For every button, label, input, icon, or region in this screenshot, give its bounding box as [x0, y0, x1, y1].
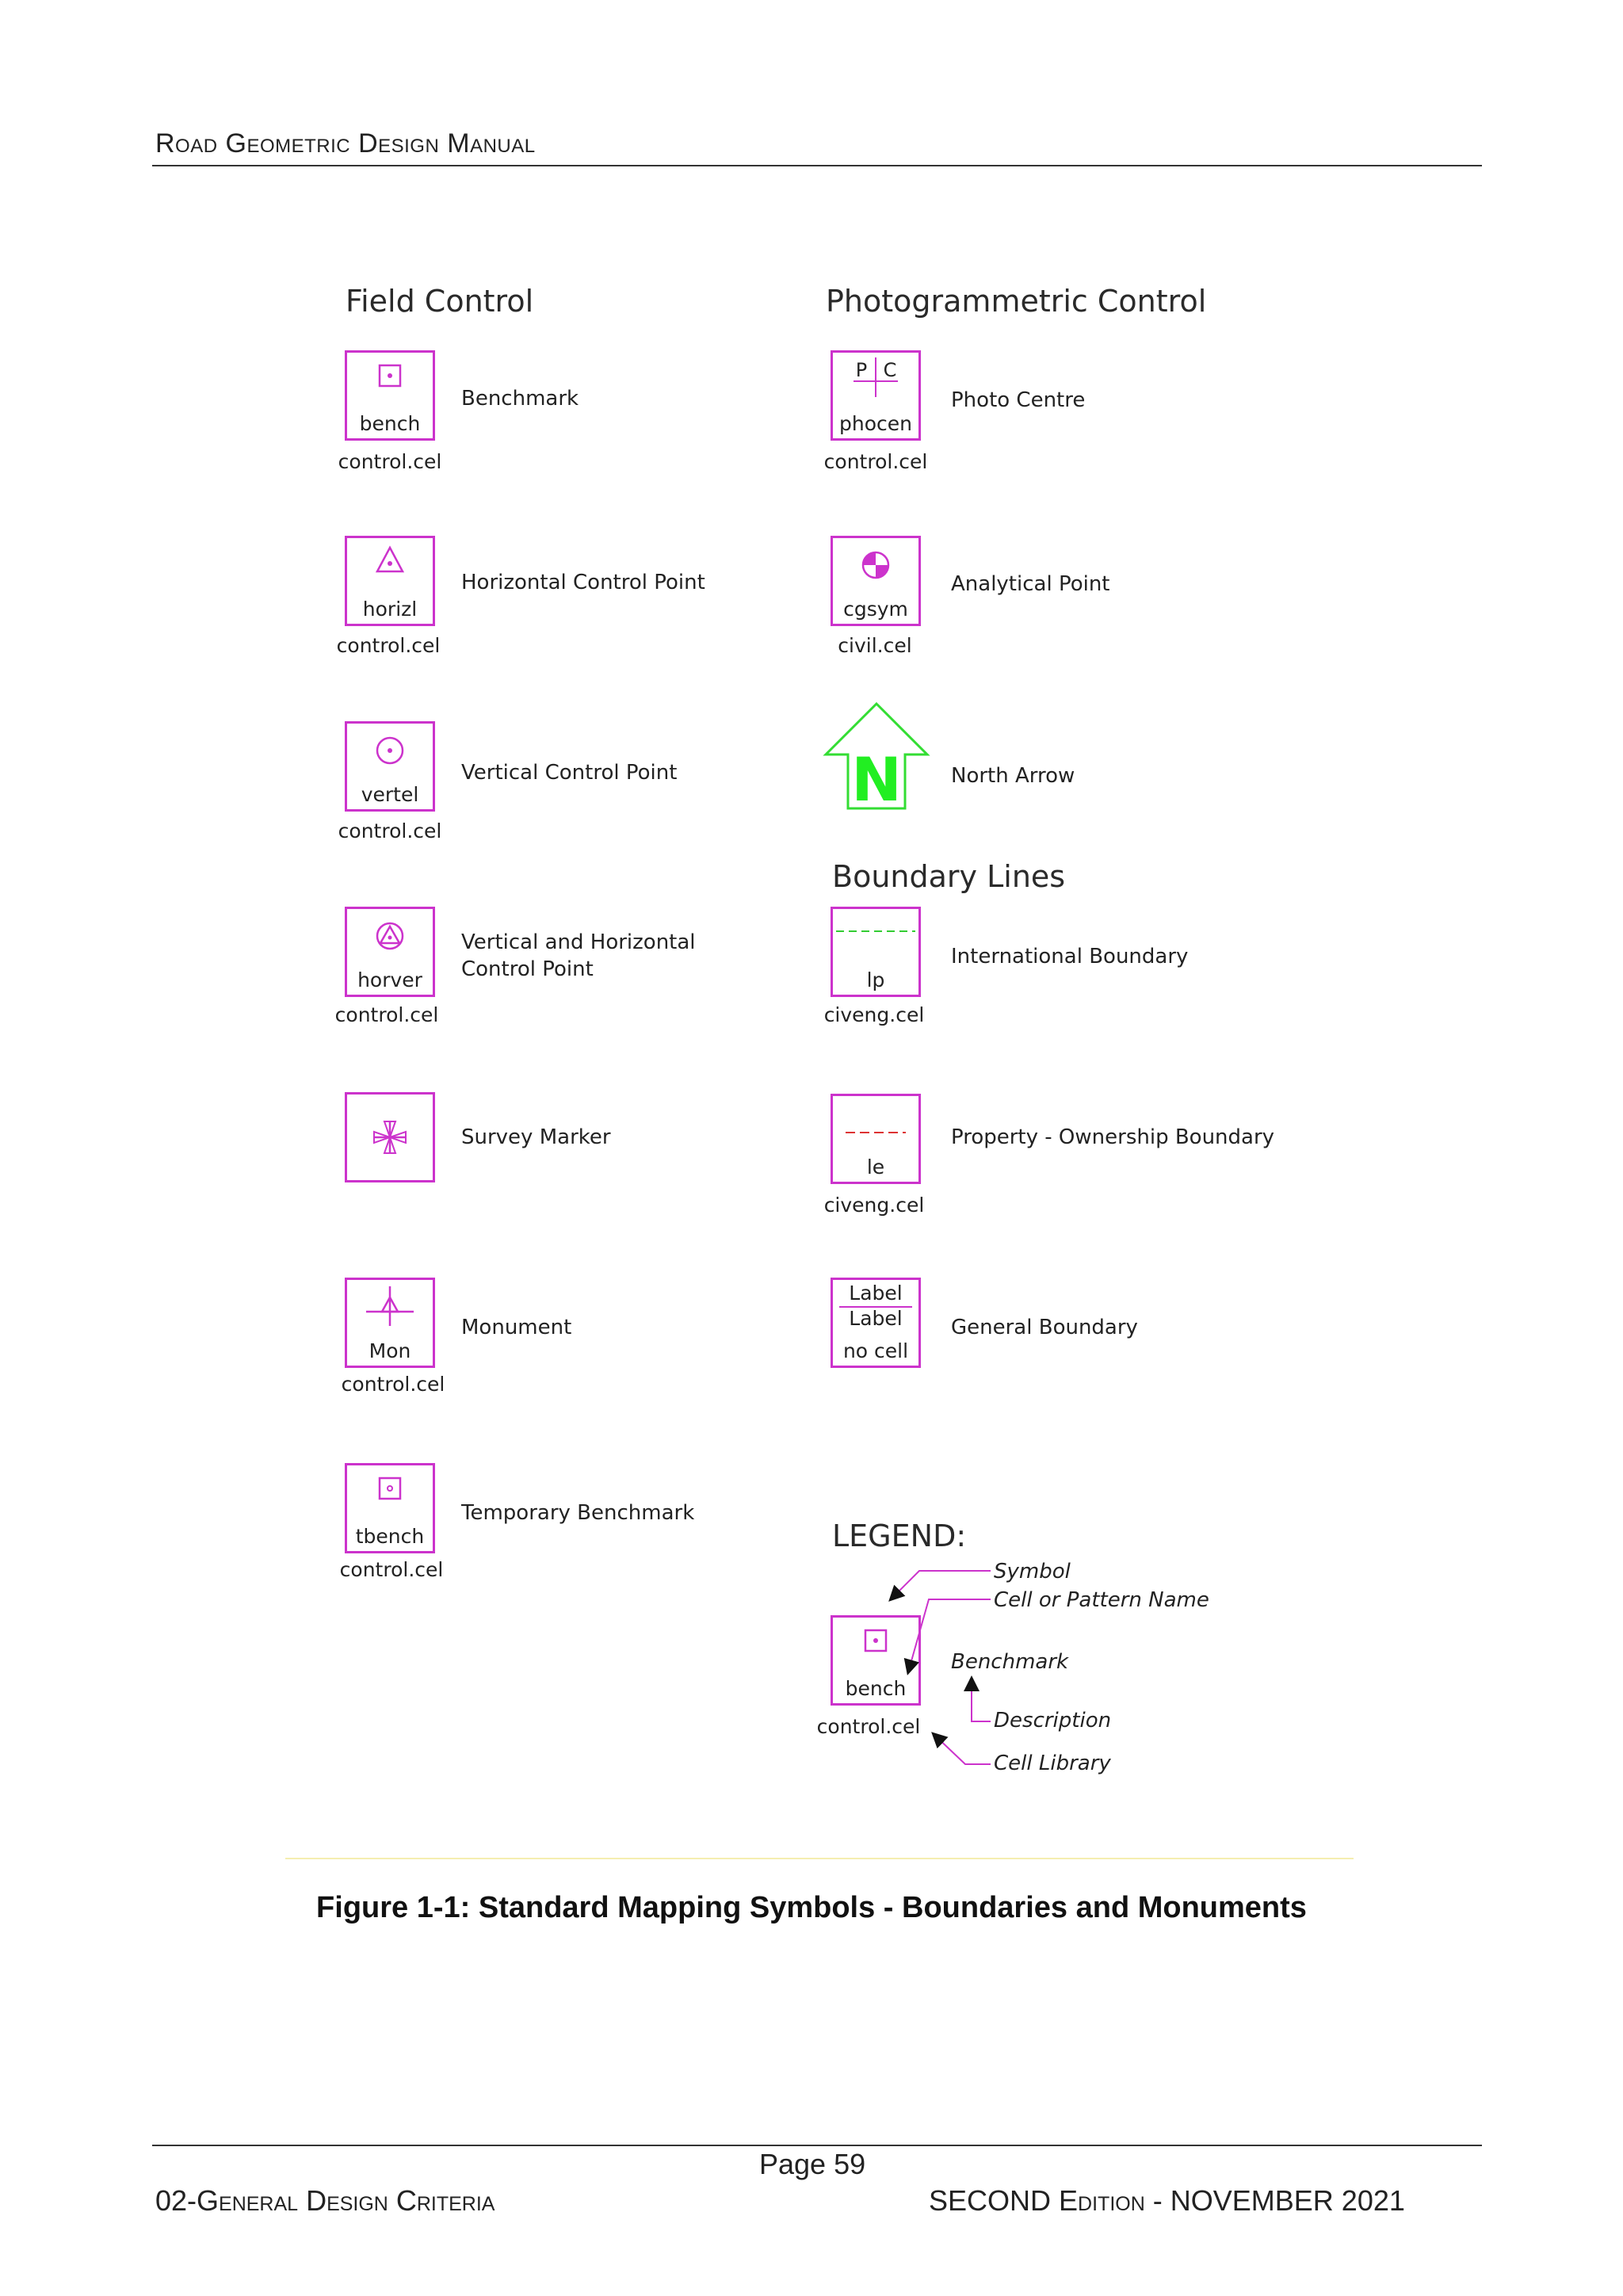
vertical-control-cell-name: vertel: [361, 783, 419, 806]
temporary-benchmark-symbol-box: [345, 1463, 435, 1553]
survey-marker-description: Survey Marker: [461, 1125, 611, 1149]
general-boundary-description: General Boundary: [951, 1316, 1138, 1339]
monument-description: Monument: [461, 1316, 572, 1339]
international-boundary-description: International Boundary: [951, 945, 1189, 968]
temporary-benchmark-cell-library: control.cel: [339, 1558, 444, 1581]
vertical-horizontal-control-symbol-box: [345, 907, 435, 997]
property-boundary-symbol-box: [831, 1094, 921, 1184]
footer-edition-c: - NOVEMBER 2021: [1144, 2184, 1405, 2217]
footer-edition-a: SECOND: [929, 2184, 1060, 2217]
property-boundary-description: Property - Ownership Boundary: [951, 1125, 1275, 1149]
north-arrow-description: North Arrow: [951, 764, 1075, 788]
footer-edition-b: Edition: [1059, 2184, 1145, 2217]
monument-symbol-box: [345, 1278, 435, 1368]
field-control-heading: Field Control: [346, 284, 534, 319]
photo-centre-label-c: C: [883, 359, 897, 381]
horizontal-control-description: Horizontal Control Point: [461, 571, 705, 594]
benchmark-description: Benchmark: [461, 387, 579, 411]
running-header: Road Geometric Design Manual: [155, 128, 536, 159]
benchmark-cell-name: bench: [359, 412, 421, 435]
photo-centre-description: Photo Centre: [951, 388, 1086, 412]
legend-heading: LEGEND:: [832, 1519, 967, 1553]
photo-centre-cell-library: control.cel: [823, 450, 928, 473]
monument-cell-library: control.cel: [341, 1373, 445, 1396]
circle-dot-icon: [347, 724, 433, 771]
green-dashed-line-icon: [833, 909, 918, 957]
general-boundary-cell-name: no cell: [842, 1339, 909, 1362]
benchmark-icon: [347, 353, 433, 400]
caption-rule: [285, 1858, 1354, 1859]
international-boundary-cell-library: civeng.cel: [823, 1003, 925, 1026]
general-boundary-symbol-box: [831, 1278, 921, 1368]
photogrammetric-control-heading: Photogrammetric Control: [826, 284, 1207, 319]
vertical-control-description: Vertical Control Point: [461, 761, 678, 785]
analytical-point-description: Analytical Point: [951, 572, 1110, 596]
circle-triangle-icon: [347, 909, 433, 957]
temporary-benchmark-icon: [347, 1465, 433, 1513]
property-boundary-cell-library: civeng.cel: [823, 1194, 925, 1217]
horizontal-control-cell-library: control.cel: [336, 634, 441, 657]
boundary-lines-heading: Boundary Lines: [832, 859, 1066, 894]
international-boundary-symbol-box: [831, 907, 921, 997]
north-arrow-icon: [823, 701, 930, 812]
analytical-point-icon: [833, 538, 918, 586]
header-rule: [152, 165, 1482, 166]
monument-cell-name: Mon: [369, 1339, 411, 1362]
legend-cell-library: control.cel: [816, 1715, 921, 1738]
temporary-benchmark-description: Temporary Benchmark: [461, 1501, 695, 1525]
legend-description: Benchmark: [951, 1650, 1069, 1674]
general-boundary-label-top: Label: [849, 1282, 903, 1305]
survey-marker-symbol-box: [345, 1092, 435, 1182]
photo-centre-icon: [833, 353, 918, 400]
vertical-control-symbol-box: [345, 721, 435, 812]
vertical-horizontal-control-cell-name: horver: [357, 968, 422, 991]
legend-cell-name: bench: [845, 1677, 907, 1700]
analytical-point-cell-name: cgsym: [843, 598, 908, 621]
page-number: Page 59: [759, 2148, 866, 2180]
survey-marker-icon: [347, 1095, 433, 1180]
vertical-horizontal-control-description: Vertical and Horizontal Control Point: [461, 930, 696, 981]
vertical-horizontal-control-cell-library: control.cel: [334, 1003, 439, 1026]
horizontal-control-cell-name: horizl: [362, 598, 418, 621]
legend-symbol-label: Symbol: [994, 1560, 1071, 1584]
vertical-control-cell-library: control.cel: [338, 819, 442, 842]
footer-rule: [152, 2145, 1482, 2146]
footer-chapter: 02-General Design Criteria: [155, 2184, 495, 2217]
legend-cell-library-label: Cell Library: [994, 1752, 1111, 1775]
temporary-benchmark-cell-name: tbench: [355, 1525, 425, 1548]
international-boundary-cell-name: lp: [866, 968, 885, 991]
general-boundary-label-bottom: Label: [849, 1307, 903, 1330]
footer-edition: [929, 2184, 1405, 2218]
analytical-point-symbol-box: [831, 536, 921, 626]
legend-description-label: Description: [994, 1709, 1112, 1733]
north-arrow-letter: N: [851, 744, 902, 812]
red-dashed-line-icon: [833, 1096, 918, 1144]
photo-centre-label-p: P: [855, 359, 868, 381]
legend-cell-name-label: Cell or Pattern Name: [994, 1588, 1209, 1612]
photo-centre-cell-name: phocen: [839, 412, 912, 435]
triangle-dot-icon: [347, 538, 433, 586]
monument-icon: [347, 1280, 433, 1328]
benchmark-cell-library: control.cel: [338, 450, 442, 473]
horizontal-control-symbol-box: [345, 536, 435, 626]
photo-centre-symbol-box: [831, 350, 921, 441]
benchmark-symbol-box: [345, 350, 435, 441]
property-boundary-cell-name: le: [866, 1156, 885, 1179]
analytical-point-cell-library: civil.cel: [838, 634, 912, 657]
figure-caption: Figure 1-1: Standard Mapping Symbols - Boundaries and Monuments: [316, 1891, 1307, 1924]
